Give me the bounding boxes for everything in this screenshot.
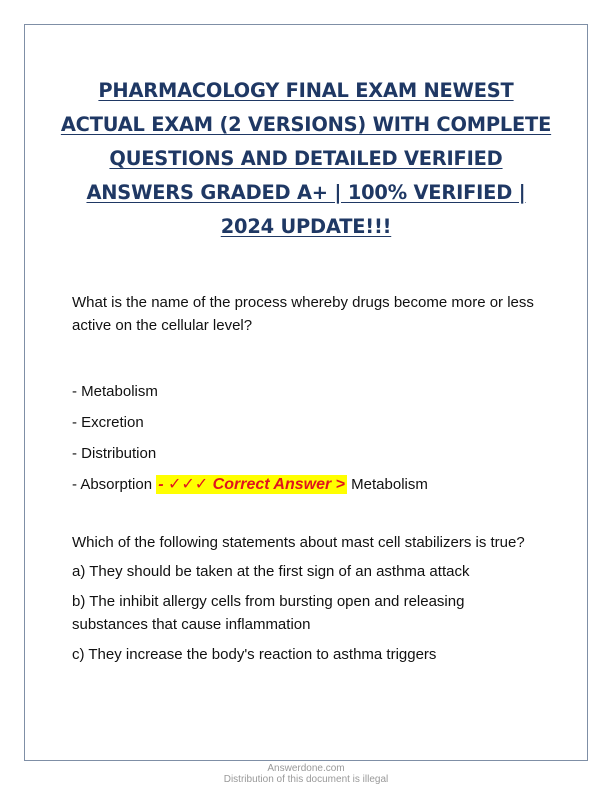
question-1-text: What is the name of the process whereby drugs become more or less active on the cellular level?: [72, 294, 534, 334]
document-title: PHARMACOLOGY FINAL EXAM NEWEST ACTUAL EXAM (2 VERSIONS) WITH COMPLETE QUESTIONS AND DETAILED VERIFIED ANSWERS GRADED A+ | 100% VERIFIED | 2024 UPDATE!!!: [60, 79, 552, 238]
footer-note: Distribution of this document is illegal: [223, 774, 389, 785]
question-2-option-c: c) They increase the body's reaction to asthma triggers: [72, 646, 437, 663]
question-1-option-absorption-line: [72, 473, 540, 496]
question-1-option-absorption: - Absorption: [72, 476, 153, 493]
correct-answer-flag: - ✓✓✓ Correct Answer >: [158, 476, 345, 493]
question-2-option-b: b) The inhibit allergy cells from bursting open and releasing substances that cause inflammation: [72, 593, 465, 633]
question-1-option-distribution: - Distribution: [72, 445, 157, 462]
question-2-option-a: a) They should be taken at the first sign of an asthma attack: [72, 563, 470, 580]
document-body: [72, 291, 540, 673]
question-1-option-metabolism: - Metabolism: [72, 383, 158, 400]
question-1-answer: Metabolism: [351, 476, 428, 493]
footer-site: Answerdone.com: [267, 763, 345, 774]
question-1-options: [72, 380, 540, 496]
question-2-text: Which of the following statements about mast cell stabilizers is true?: [72, 534, 525, 551]
question-1-option-excretion: - Excretion: [72, 414, 144, 431]
